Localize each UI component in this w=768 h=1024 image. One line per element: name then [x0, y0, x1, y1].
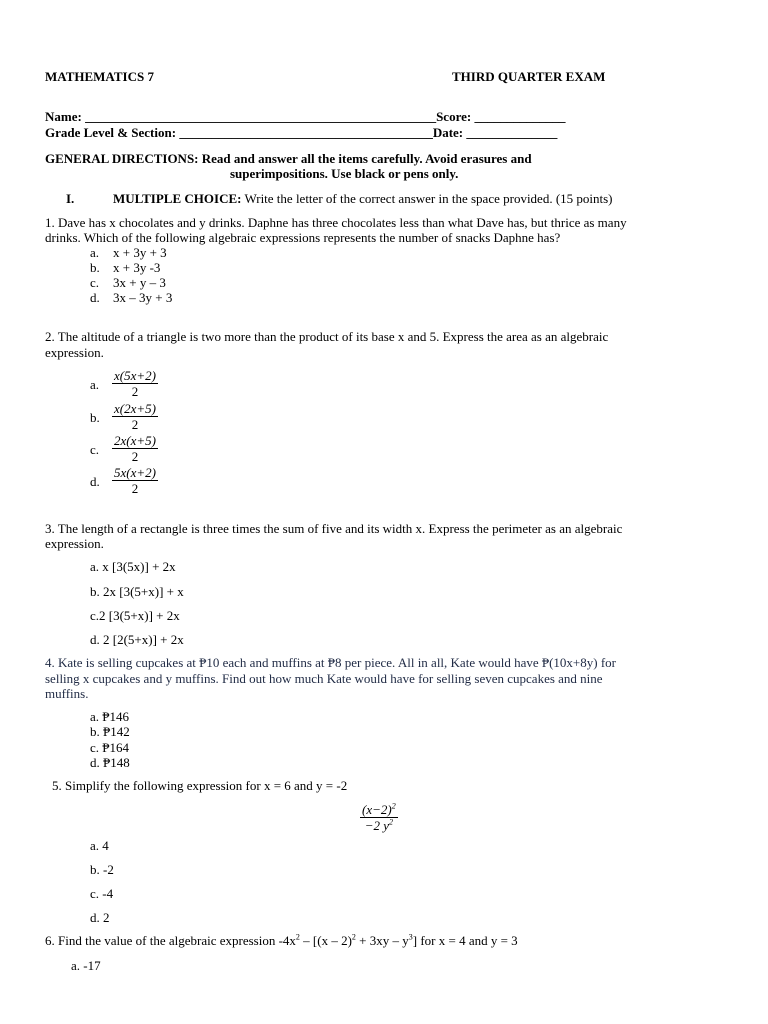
q3-line-2: expression.: [45, 536, 104, 551]
q6-exp-3: 3: [408, 932, 413, 942]
q2-choice-d[interactable]: [112, 465, 158, 496]
q5-choice-d[interactable]: d. 2: [90, 910, 110, 925]
q4-choice-a[interactable]: a. ₱146: [90, 709, 129, 724]
q6-part-3: + 3xy – y: [355, 933, 409, 948]
q1-choice-d-letter: d.: [90, 290, 100, 305]
directions-line-1: GENERAL DIRECTIONS: Read and answer all the items carefully. Avoid erasures and: [45, 151, 532, 166]
subject-title: MATHEMATICS 7: [45, 69, 154, 84]
q2-choice-a-letter: a.: [90, 377, 100, 392]
q1-choice-b-letter: b.: [90, 260, 100, 275]
q1-choice-a-letter: a.: [90, 245, 100, 260]
q3-line-1: 3. The length of a rectangle is three times the sum of five and its width x. Express the perimeter as an algebraic: [45, 521, 623, 536]
q2-a-numerator: x(5x+2): [114, 368, 156, 383]
section-numeral: I.: [66, 191, 75, 206]
q4-choice-c[interactable]: c. ₱164: [90, 740, 129, 755]
section-heading: [66, 191, 74, 207]
q5-numerator: [360, 802, 398, 818]
q2-choice-c[interactable]: [112, 433, 158, 464]
q5-choice-c[interactable]: c. -4: [90, 886, 114, 901]
q4-line-3: muffins.: [45, 686, 89, 701]
q6-part-1: 6. Find the value of the algebraic expression -4x: [45, 933, 296, 948]
directions-line-2: superimpositions. Use black or pens only.: [230, 166, 459, 181]
q5-choice-a[interactable]: a. 4: [90, 838, 109, 853]
q2-choice-a[interactable]: [112, 368, 158, 399]
q2-b-denominator: 2: [131, 417, 139, 432]
date-label: Date:: [432, 125, 464, 140]
q2-choice-b-letter: b.: [90, 410, 100, 425]
q3-choice-c[interactable]: c.2 [3(5+x)] + 2x: [90, 608, 180, 623]
exam-title: THIRD QUARTER EXAM: [452, 69, 606, 84]
q6-exp-1: 2: [295, 932, 300, 942]
grade-line[interactable]: _______________________________________: [179, 125, 433, 140]
q3-choice-d[interactable]: d. 2 [2(5+x)] + 2x: [90, 632, 184, 647]
score-line[interactable]: ______________: [474, 109, 566, 124]
q5-numerator-exp: 2: [391, 801, 396, 811]
q1-line-2: drinks. Which of the following algebraic expressions represents the number of snacks Daphne has?: [45, 230, 561, 245]
q6-choice-a[interactable]: a. -17: [71, 958, 101, 973]
q1-choice-d[interactable]: 3x – 3y + 3: [113, 290, 173, 305]
name-row: [45, 109, 565, 125]
q2-c-numerator: 2x(x+5): [114, 433, 156, 448]
date-line[interactable]: ______________: [466, 125, 558, 140]
q2-d-denominator: 2: [131, 481, 139, 496]
q6-exp-2: 2: [351, 932, 356, 942]
q4-line-2: selling x cupcakes and y muffins. Find out how much Kate would have for selling seven cupcakes and nine: [45, 671, 603, 686]
grade-row: [45, 125, 557, 141]
q6-part-2: – [(x – 2): [299, 933, 352, 948]
q2-choice-d-letter: d.: [90, 474, 100, 489]
q2-choice-c-letter: c.: [90, 442, 100, 457]
q3-choice-a[interactable]: a. x [3(5x)] + 2x: [90, 559, 176, 574]
q6-part-4: ] for x = 4 and y = 3: [412, 933, 518, 948]
q1-choice-a[interactable]: x + 3y + 3: [113, 245, 167, 260]
q1-choice-c-letter: c.: [90, 275, 100, 290]
q2-line-2: expression.: [45, 345, 104, 360]
q6-stem: [45, 933, 518, 949]
section-title-row: [113, 191, 613, 207]
q3-choice-b[interactable]: b. 2x [3(5+x)] + x: [90, 584, 184, 599]
q2-choice-b[interactable]: [112, 401, 158, 432]
score-label: Score:: [436, 109, 472, 124]
grade-label: Grade Level & Section:: [45, 125, 177, 140]
q4-choice-b[interactable]: b. ₱142: [90, 724, 130, 739]
q1-choice-b[interactable]: x + 3y -3: [113, 260, 161, 275]
q2-d-numerator: 5x(x+2): [114, 465, 156, 480]
name-label: Name:: [45, 109, 82, 124]
q5-denominator-base: −2 y: [364, 818, 389, 833]
section-instruction: Write the letter of the correct answer in the space provided. (15 points): [244, 191, 613, 206]
q5-choice-b[interactable]: b. -2: [90, 862, 114, 877]
q2-c-denominator: 2: [131, 449, 139, 464]
q2-b-numerator: x(2x+5): [114, 401, 156, 416]
q1-line-1: 1. Dave has x chocolates and y drinks. Daphne has three chocolates less than what Dave has, but thrice as many: [45, 215, 627, 230]
q5-denominator: [363, 818, 395, 833]
q2-line-1: 2. The altitude of a triangle is two more than the product of its base x and 5. Express the area as an algebraic: [45, 329, 609, 344]
q4-choice-d[interactable]: d. ₱148: [90, 755, 130, 770]
name-line[interactable]: ______________________________________________________: [85, 109, 437, 124]
q1-choice-c[interactable]: 3x + y – 3: [113, 275, 166, 290]
q4-line-1: 4. Kate is selling cupcakes at ₱10 each and muffins at ₱8 per piece. All in all, Kate would have ₱(10x+8y) for: [45, 655, 617, 670]
q5-expression: [360, 802, 398, 833]
q2-a-denominator: 2: [131, 384, 139, 399]
q5-denominator-exp: 2: [389, 817, 393, 827]
section-title: MULTIPLE CHOICE:: [113, 191, 242, 206]
q5-numerator-base: (x−2): [362, 802, 392, 817]
q5-stem: 5. Simplify the following expression for x = 6 and y = -2: [52, 778, 348, 793]
